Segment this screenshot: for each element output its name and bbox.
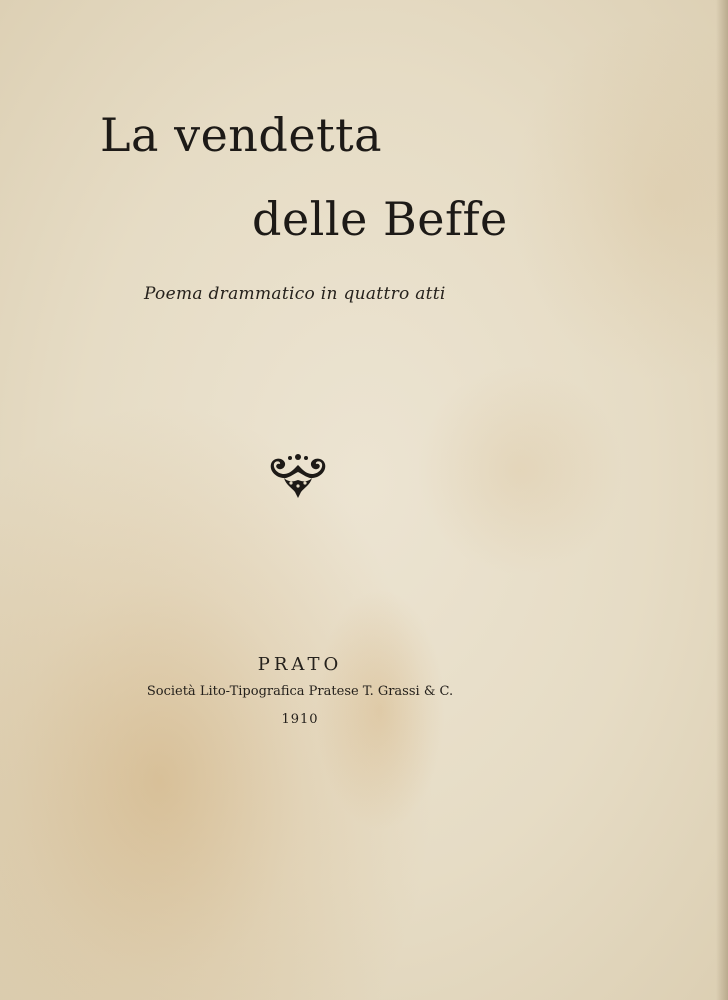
title-line-2: delle Beffe: [252, 192, 508, 246]
imprint-place: PRATO: [257, 654, 343, 675]
title-line-1: La vendetta: [100, 108, 382, 162]
subtitle: Poema drammatico in quattro atti: [144, 284, 446, 304]
imprint-publisher: Società Lito-Tipografica Pratese T. Grassi & C.: [146, 684, 454, 699]
imprint-year: 1910: [281, 712, 319, 727]
fleuron-ornament-icon: [268, 452, 328, 500]
